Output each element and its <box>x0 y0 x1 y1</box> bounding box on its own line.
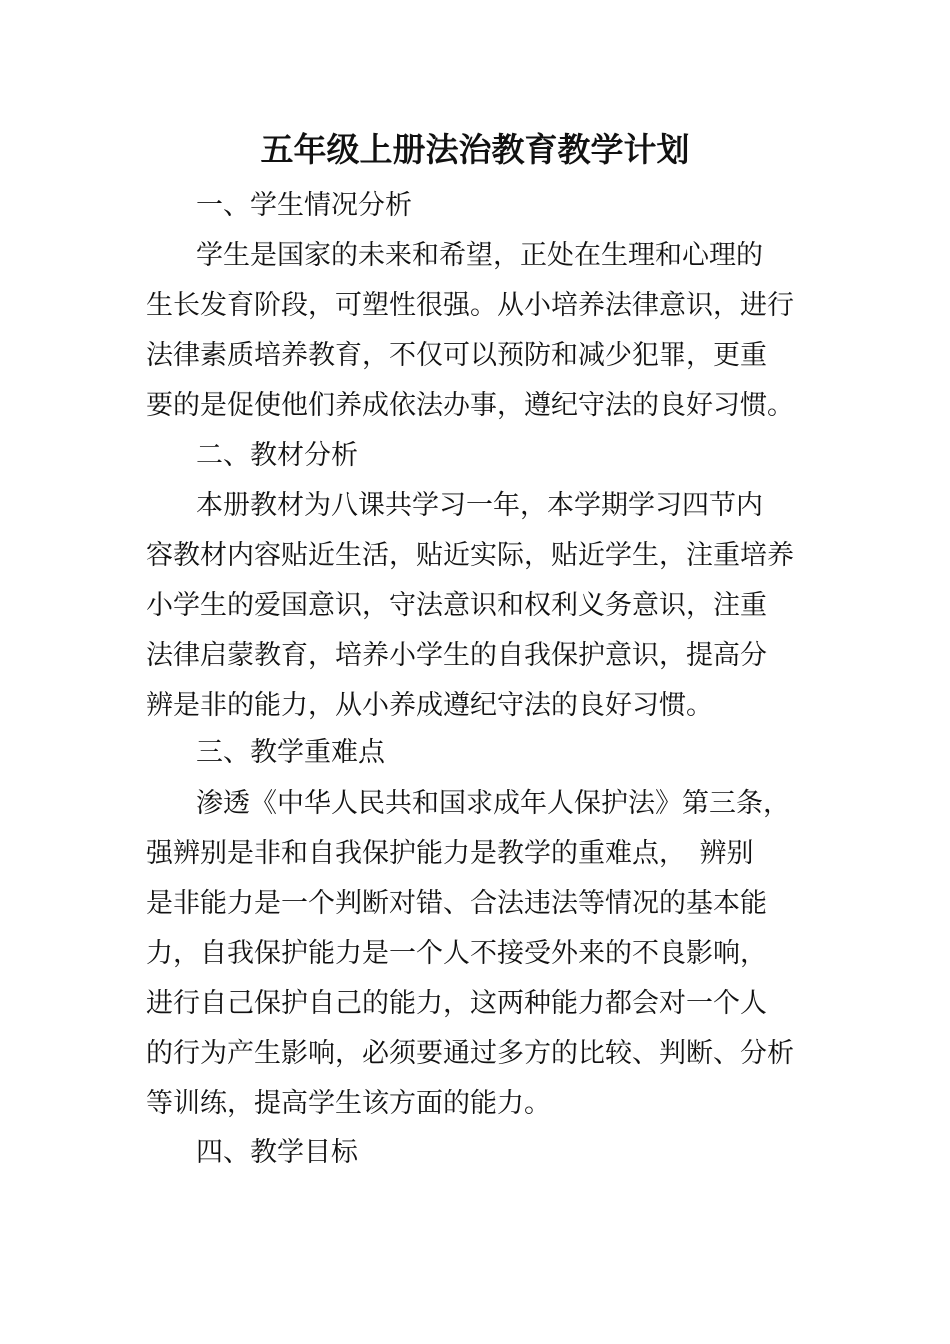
paragraph-line: 要的是促使他们养成依法办事，遵纪守法的良好习惯。 <box>146 390 794 421</box>
paragraph-line: 的行为产生影响，必须要通过多方的比较、判断、分析 <box>146 1038 794 1069</box>
paragraph-line: 学生是国家的未来和希望，正处在生理和心理的 <box>196 240 763 271</box>
section-heading-3: 三、教学重难点 <box>196 737 385 768</box>
document-title: 五年级上册法治教育教学计划 <box>260 130 690 169</box>
paragraph-line: 进行自己保护自己的能力，这两种能力都会对一个人 <box>146 988 767 1019</box>
paragraph-line: 法律启蒙教育，培养小学生的自我保护意识，提高分 <box>146 640 767 671</box>
paragraph-line: 小学生的爱国意识，守法意识和权利义务意识，注重 <box>146 590 767 621</box>
paragraph-line: 强辨别是非和自我保护能力是教学的重难点， 辨别 <box>146 838 754 869</box>
paragraph-line: 渗透《中华人民共和国求成年人保护法》第三条， <box>196 788 790 819</box>
paragraph-line: 本册教材为八课共学习一年，本学期学习四节内 <box>196 490 763 521</box>
section-heading-2: 二、教材分析 <box>196 440 358 471</box>
paragraph-line: 是非能力是一个判断对错、合法违法等情况的基本能 <box>146 888 767 919</box>
section-heading-1: 一、学生情况分析 <box>196 190 412 221</box>
section-heading-4: 四、教学目标 <box>196 1137 358 1168</box>
paragraph-line: 力，自我保护能力是一个人不接受外来的不良影响， <box>146 938 767 969</box>
paragraph-line: 辨是非的能力，从小养成遵纪守法的良好习惯。 <box>146 690 713 721</box>
paragraph-line: 法律素质培养教育，不仅可以预防和减少犯罪，更重 <box>146 340 767 371</box>
paragraph-line: 容教材内容贴近生活，贴近实际，贴近学生，注重培养 <box>146 540 794 571</box>
paragraph-line: 生长发育阶段，可塑性很强。从小培养法律意识，进行 <box>146 290 794 321</box>
paragraph-line: 等训练，提高学生该方面的能力。 <box>146 1088 551 1119</box>
